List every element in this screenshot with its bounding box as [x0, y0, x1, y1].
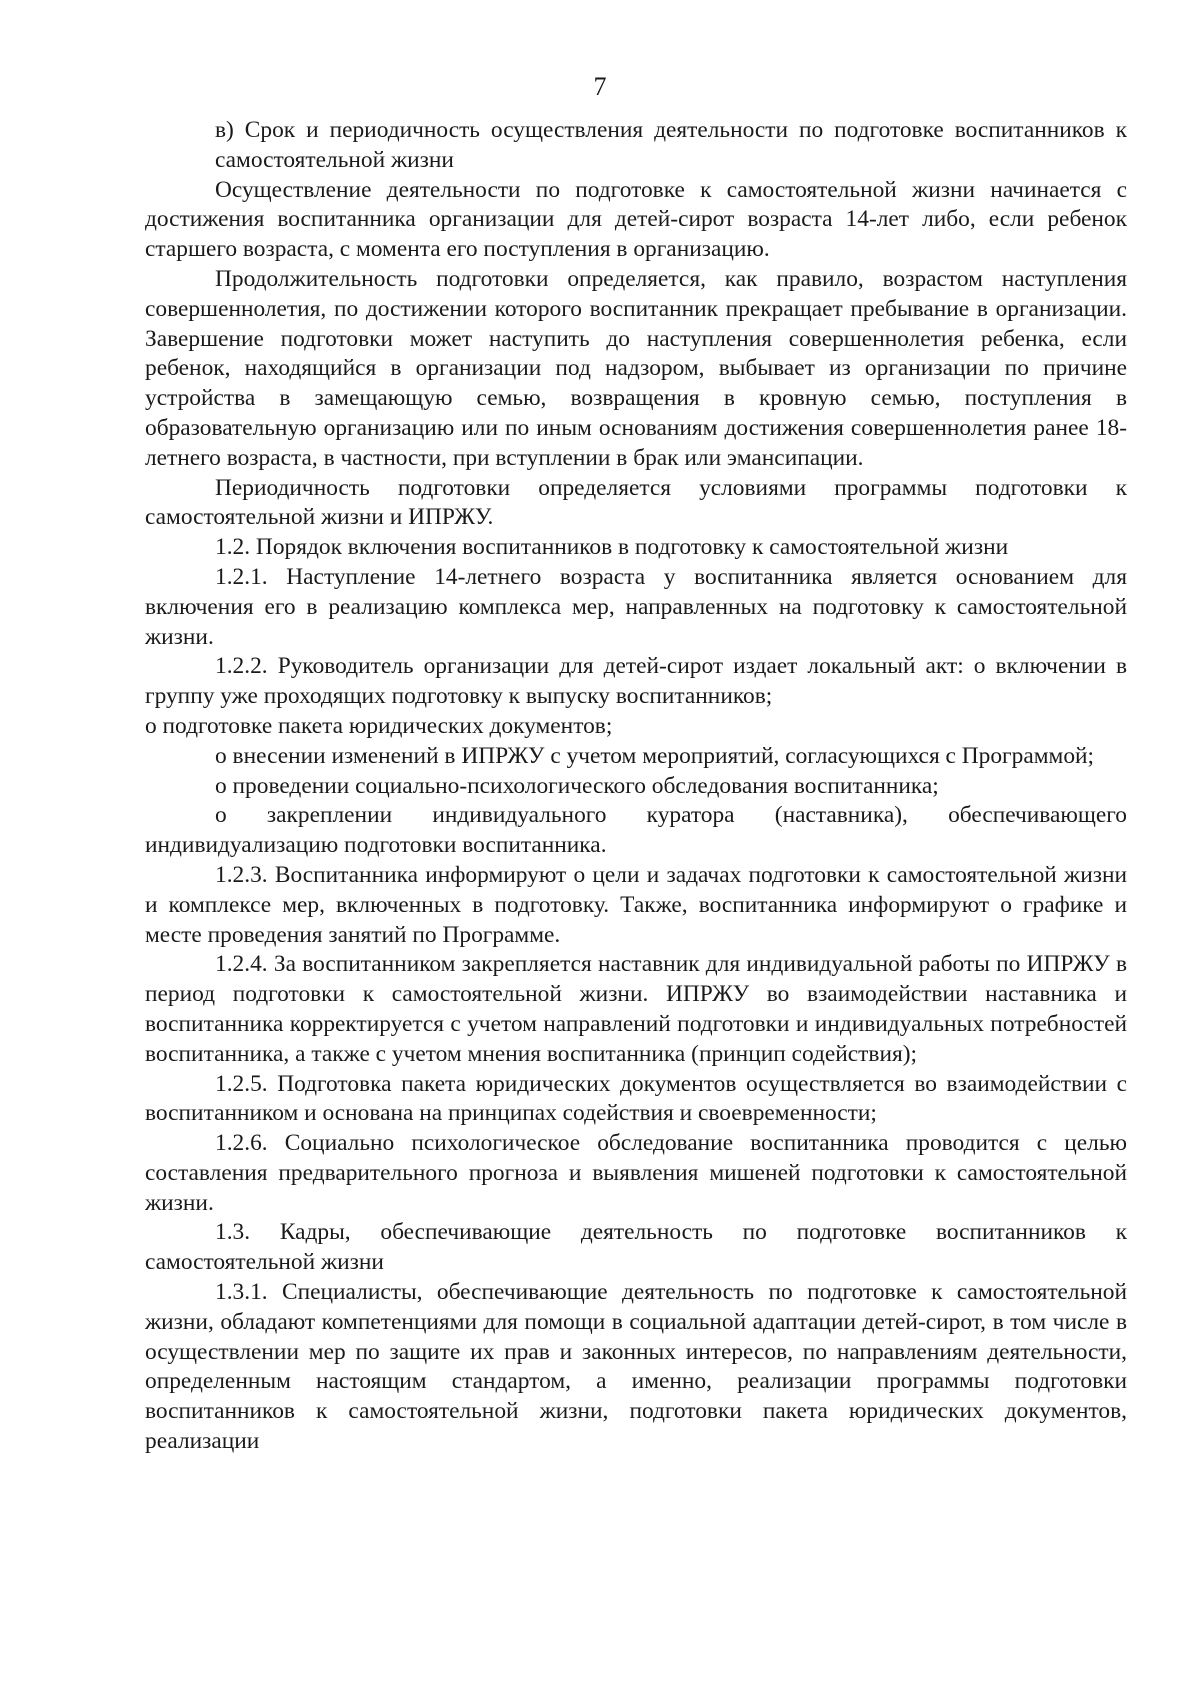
- paragraph: Осуществление деятельности по подготовке к самостоятельной жизни начинается с достижения воспитанника организации для детей-сирот возраста 14-лет либо, если ребенок старшего возраста, с момента его поступления в организацию.: [145, 176, 1127, 263]
- section-heading-1-3: 1.3. Кадры, обеспечивающие деятельность по подготовке воспитанников к самостоятельной жизни: [145, 1219, 1127, 1276]
- paragraph-1-2-1: 1.2.1. Наступление 14-летнего возраста у воспитанника является основанием для включения его в реализацию комплекса мер, направленных на подготовку к самостоятельной жизни.: [145, 563, 1127, 650]
- paragraph-1-2-2: 1.2.2. Руководитель организации для детей-сирот издает локальный акт: о включении в группу уже проходящих подготовку к выпуску воспитанников;: [145, 653, 1127, 710]
- list-item: о подготовке пакета юридических документов;: [145, 712, 613, 739]
- paragraph-1-3-1: 1.3.1. Специалисты, обеспечивающие деятельность по подготовке к самостоятельной жизни, обладают компетенциями для помощи в социальной адаптации детей-сирот, в том числе в осуществлении мер по защите их прав и законных интересов, по направлениям деятельности, определенным настоящим стандартом, а именно, реализации программы подготовки воспитанников к самостоятельной жизни, подготовки пакета юридических документов, реализации: [145, 1279, 1127, 1455]
- paragraph: Периодичность подготовки определяется условиями программы подготовки к самостоятельной жизни и ИПРЖУ.: [145, 474, 1127, 531]
- paragraph-1-2-6: 1.2.6. Социально психологическое обследование воспитанника проводится с целью составления предварительного прогноза и выявления мишеней подготовки к самостоятельной жизни.: [145, 1130, 1127, 1216]
- section-heading-1-2: 1.2. Порядок включения воспитанников в подготовку к самостоятельной жизни: [215, 534, 1009, 561]
- paragraph-1-2-5: 1.2.5. Подготовка пакета юридических документов осуществляется во взаимодействии с воспитанником и основана на принципах содействия и своевременности;: [145, 1070, 1127, 1127]
- section-heading-b: в) Срок и периодичность осуществления деятельности по подготовке воспитанников к самостоятельной жизни: [215, 117, 1127, 173]
- page-number: 7: [593, 72, 607, 101]
- paragraph-1-2-4: 1.2.4. За воспитанником закрепляется наставник для индивидуальной работы по ИПРЖУ в период подготовки к самостоятельной жизни. ИПРЖУ во взаимодействии наставника и воспитанника корректируется с учетом направлений подготовки и индивидуальных потребностей воспитанника, а также с учетом мнения воспитанника (принцип содействия);: [145, 951, 1127, 1067]
- document-body: [145, 116, 1127, 1457]
- list-item: о внесении изменений в ИПРЖУ с учетом мероприятий, согласующихся с Программой;: [215, 742, 1095, 769]
- list-item: о закреплении индивидуального куратора (наставника), обеспечивающего индивидуализацию подготовки воспитанника.: [145, 802, 1127, 859]
- paragraph-1-2-3: 1.2.3. Воспитанника информируют о цели и задачах подготовки к самостоятельной жизни и комплексе мер, включенных в подготовку. Также, воспитанника информируют о графике и месте проведения занятий по Программе.: [145, 861, 1127, 948]
- list-item: о проведении социально-психологического обследования воспитанника;: [215, 772, 939, 799]
- paragraph: Продолжительность подготовки определяется, как правило, возрастом наступления совершеннолетия, по достижении которого воспитанник прекращает пребывание в организации. Завершение подготовки может наступить до наступления совершеннолетия ребенка, если ребенок, находящийся в организации под надзором, выбывает из организации по причине устройства в замещающую семью, возвращения в кровную семью, поступления в образовательную организацию или по иным основаниям достижения совершеннолетия ранее 18-летнего возраста, в частности, при вступлении в брак или эмансипации.: [145, 265, 1127, 471]
